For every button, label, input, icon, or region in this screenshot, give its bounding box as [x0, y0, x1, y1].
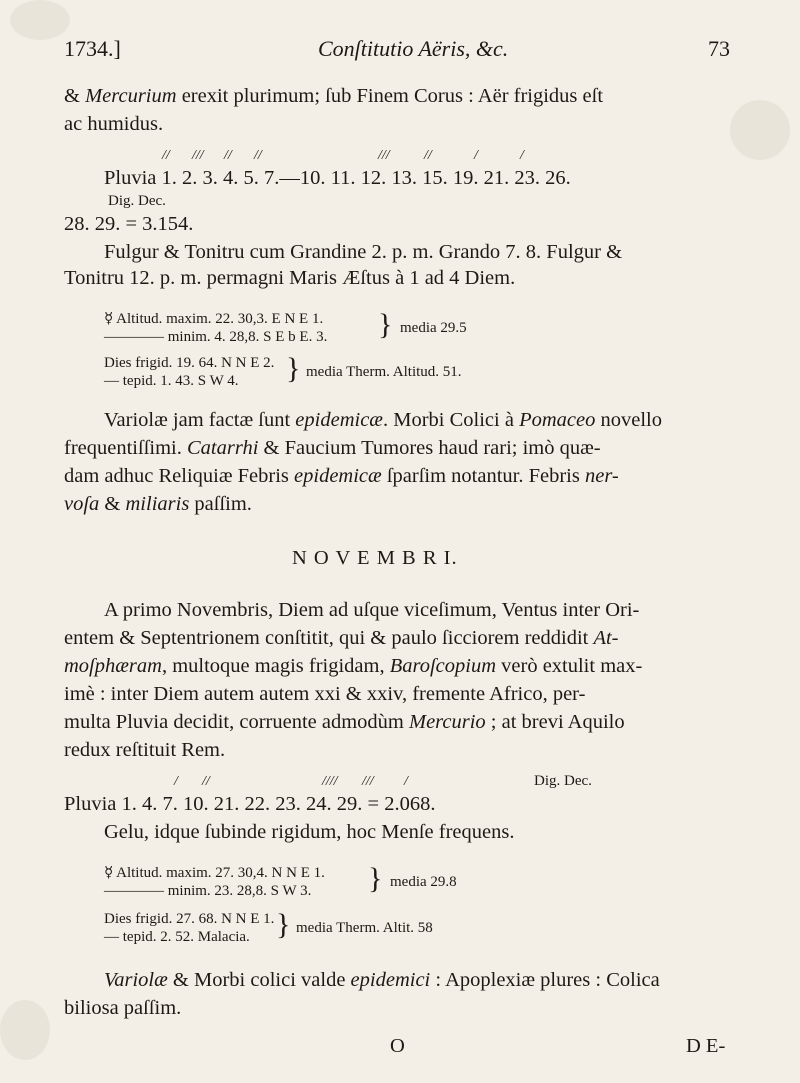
paragraph-line: dam adhuc Reliquiæ Febris epidemicæ ſparſim notantur. Febris ner- [64, 465, 619, 487]
paragraph-line: biliosa paſſim. [64, 997, 182, 1019]
paragraph-line: entem & Septentrionem conſtitit, qui & paulo ſicciorem reddidit At- [64, 627, 619, 649]
paragraph-line: Tonitru 12. p. m. permagni Maris Æſtus à 1 ad 4 Diem. [64, 267, 516, 289]
paragraph-line: voſa & miliaris paſſim. [64, 493, 252, 515]
catchword: D E- [686, 1035, 726, 1057]
thermometer-cold: Dies frigid. 27. 68. N N E 1. [104, 911, 275, 927]
paragraph-line: imè : inter Diem autem autem xxi & xxiv, fremente Africo, per- [64, 683, 586, 705]
thermometer-cold: Dies frigid. 19. 64. N N E 2. [104, 355, 275, 371]
paragraph-line: ac humidus. [64, 113, 164, 135]
paragraph-line: Fulgur & Tonitru cum Grandine 2. p. m. Grando 7. 8. Fulgur & [104, 241, 623, 263]
barometer-max: ☿ Altitud. maxim. 22. 30,3. E N E 1. [104, 311, 324, 327]
brace-glyph: } [378, 308, 393, 341]
paragraph-line: Variolæ jam factæ ſunt epidemicæ. Morbi Colici à Pomaceo novello [104, 409, 662, 431]
barometer-min: ———— minim. 23. 28,8. S W 3. [104, 883, 312, 899]
rain-days-line: 28. 29. = 3.154. [64, 213, 194, 235]
rain-days-line: Pluvia 1. 2. 3. 4. 5. 7.—10. 11. 12. 13. 15. 19. 21. 23. 26. [104, 167, 571, 189]
paragraph-line: Gelu, idque ſubinde rigidum, hoc Menſe frequens. [104, 821, 515, 843]
thermometer-warm: — tepid. 2. 52. Malacia. [104, 929, 250, 945]
paragraph-line: multa Pluvia decidit, corruente admodùm Mercurio ; at brevi Aquilo [64, 711, 625, 733]
thermometer-warm: — tepid. 1. 43. S W 4. [104, 373, 239, 389]
barometer-media: media 29.8 [390, 874, 457, 890]
brace-glyph: } [368, 862, 383, 895]
paragraph-line: A primo Novembris, Diem ad uſque viceſimum, Ventus inter Ori- [104, 599, 640, 621]
page-number: 73 [708, 36, 730, 61]
dig-dec-label: Dig. Dec. [108, 193, 166, 209]
barometer-media: media 29.5 [400, 320, 467, 336]
header-year: 1734.] [64, 36, 121, 61]
barometer-min: ———— minim. 4. 28,8. S E b E. 3. [104, 329, 328, 345]
paragraph-line: frequentiſſimi. Catarrhi & Faucium Tumores haud rari; imò quæ- [64, 437, 601, 459]
paragraph-line: moſphæram, multoque magis frigidam, Baroſcopium verò extulit max- [64, 655, 643, 677]
paper-stain [730, 100, 790, 160]
brace-glyph: } [286, 352, 301, 385]
dig-dec-label: Dig. Dec. [534, 773, 592, 789]
paragraph-line: redux reſtituit Rem. [64, 739, 226, 761]
thermometer-media: media Therm. Altit. 58 [296, 920, 433, 936]
brace-glyph: } [276, 908, 291, 941]
rain-days-line: Pluvia 1. 4. 7. 10. 21. 22. 23. 24. 29. = 2.068. [64, 793, 436, 815]
paper-stain [0, 1000, 50, 1060]
book-page: 1734.] Conſtitutio Aëris, &c. 73 & Mercurium erexit plurimum; ſub Finem Corus : Aër frigidus eſt ac humidus. // /// // // /// // / / Pluvia 1. 2. 3. 4. 5. 7.—10. 11. 12. 13. 15. 19. 21. 23. 26. Dig. Dec. 28. 29. = 3.154. Fulgur & Tonitru cum Grandine 2. p. m. Grando 7. 8. Fulgur & Tonitru 12. p. m. permagni Maris Æſtus à 1 ad 4 Diem. ☿ Altitud. maxim. 22. 30,3. E N E 1. ———— minim. 4. 28,8. S E b E. 3. } media 29.5 Dies frigid. 19. 64. N N E 2. — tepid. 1. 43. S W 4. } media Therm. Altitud. 51. Variolæ jam factæ ſunt epidemicæ. Morbi Colici à Pomaceo novello frequentiſſimi. Catarrhi & Faucium Tumores haud rari; imò quæ- dam adhuc Reliquiæ Febris epidemicæ ſparſim notantur. Febris ner- voſa & miliaris paſſim. N O V E M B R I. A primo Novembris, Diem ad uſque viceſimum, Ventus inter Ori- entem & Septentrionem conſtitit, qui & paulo ſicciorem reddidit At- moſphæram, multoque magis frigidam, Baroſcopium verò extulit max- imè : inter Diem autem autem xxi & xxiv, fremente Africo, per- multa Pluvia decidit, corruente admodùm Mercurio ; at brevi Aquilo redux reſtituit Rem. / // //// /// / Dig. Dec. Pluvia 1. 4. 7. 10. 21. 22. 23. 24. 29. = 2.068. Gelu, idque ſubinde rigidum, hoc Menſe frequens. ☿ Altitud. maxim. 27. 30,4. N N E 1. ———— minim. 23. 28,8. S W 3. } media 29.8 Dies frigid. 27. 68. N N E 1. — tepid. 2. 52. Malacia. } media Therm. Altit. 58 Variolæ & Morbi colici valde epidemici : Apoplexiæ plures : Colica biliosa paſſim. O D E- [0, 0, 800, 1083]
signature-mark: O [390, 1035, 405, 1057]
running-title: Conſtitutio Aëris, &c. [318, 36, 509, 61]
paper-stain [10, 0, 70, 40]
paragraph-line: Variolæ & Morbi colici valde epidemici : Apoplexiæ plures : Colica [104, 969, 660, 991]
paragraph-line: & Mercurium erexit plurimum; ſub Finem Corus : Aër frigidus eſt [64, 85, 604, 107]
section-heading: N O V E M B R I. [292, 547, 458, 569]
thermometer-media: media Therm. Altitud. 51. [306, 364, 462, 380]
barometer-max: ☿ Altitud. maxim. 27. 30,4. N N E 1. [104, 865, 325, 881]
